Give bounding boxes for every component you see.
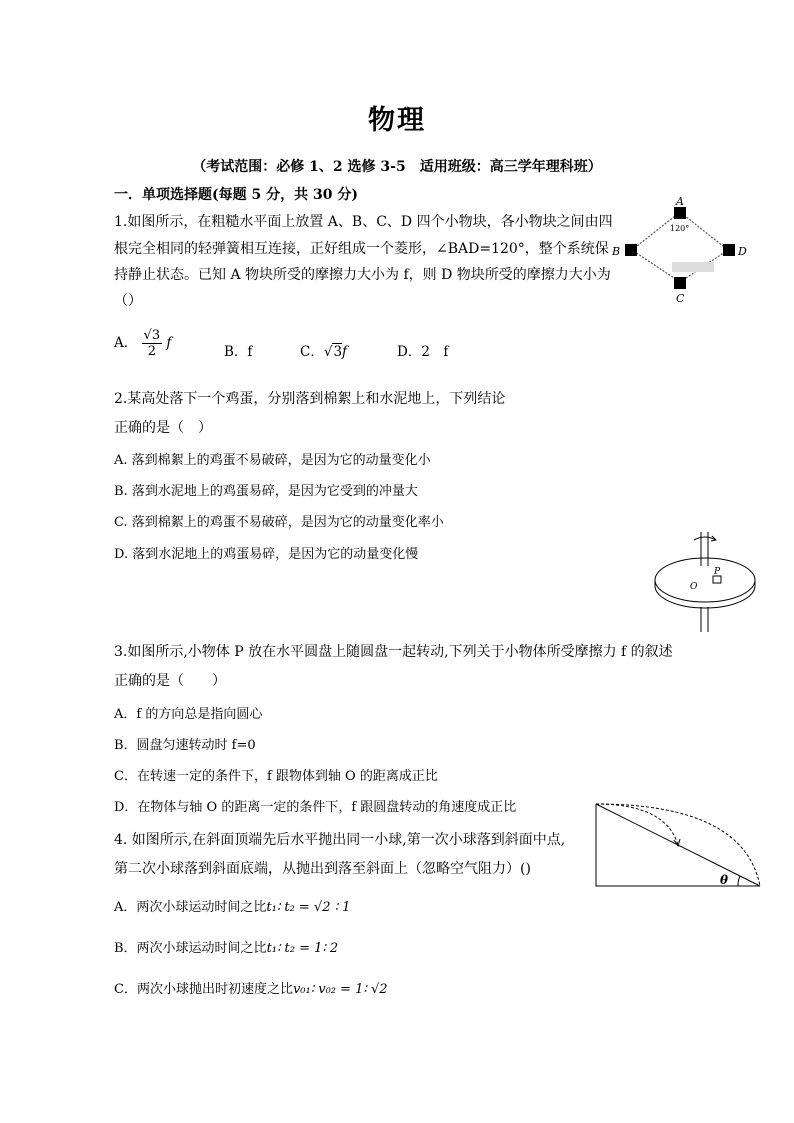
q1-line-4: （）	[114, 293, 142, 309]
q4-option-b-expr: t₁∶ t₂ = 1∶ 2	[266, 941, 339, 956]
q2-option-b: B. 落到水泥地上的鸡蛋易碎，是因为它受到的冲量大	[114, 484, 418, 499]
q1-option-b: B．f	[224, 344, 253, 360]
q3-option-c: C．在转速一定的条件下，f 跟物体到轴 O 的距离成正比	[114, 769, 438, 784]
angle-arc	[738, 876, 740, 886]
radicand: 3	[333, 344, 343, 360]
q4-option-b	[114, 937, 338, 956]
block-p	[713, 576, 721, 583]
block-b	[625, 244, 637, 256]
rhombus-spring-figure	[610, 195, 750, 308]
label-p: P	[714, 567, 721, 577]
q1-option-a-label: A．	[114, 335, 138, 351]
fraction	[142, 328, 163, 359]
label-theta: θ	[720, 873, 729, 887]
q2-option-d: D. 落到水泥地上的鸡蛋易碎，是因为它的动量变化慢	[114, 547, 419, 562]
label-a: A	[676, 195, 684, 208]
page-title: 物理	[368, 105, 426, 136]
q4-option-a-expr: t₁∶ t₂ = √2 ∶ 1	[266, 900, 351, 915]
q4-option-c	[114, 978, 388, 997]
q2-option-a: A. 落到棉絮上的鸡蛋不易破碎，是因为它的动量变化小	[114, 453, 431, 468]
rotation-arrow	[694, 537, 716, 540]
rotating-disk-figure	[650, 532, 760, 632]
q4-option-a	[114, 896, 350, 915]
q2-option-c: C. 落到棉絮上的鸡蛋不易破碎，是因为它的动量变化率小	[114, 515, 444, 530]
q3-option-b: B．圆盘匀速转动时 f=0	[114, 738, 256, 753]
block-a	[674, 207, 686, 219]
label-o: O	[690, 582, 698, 592]
q1-line-2: 根完全相同的轻弹簧相互连接，正好组成一个菱形，∠BAD=120°，整个系统保	[114, 241, 609, 257]
q3-line-2: 正确的是（ ）	[114, 673, 226, 689]
q1-line-1: 1.如图所示，在粗糙水平面上放置 A、B、C、D 四个小物块，各小物块之间由四	[114, 214, 613, 230]
q3-option-d: D．在物体与轴 O 的距离一定的条件下，f 跟圆盘转动的角速度成正比	[114, 800, 517, 815]
q3-line-1: 3.如图所示,小物体 P 放在水平圆盘上随圆盘一起转动,下列关于小物体所受摩擦力 f 的叙述	[114, 644, 673, 660]
block-d	[723, 244, 735, 256]
q1-option-c-label: C．	[300, 344, 324, 360]
label-c: C	[676, 292, 685, 305]
q4-line-2: 第二次小球落到斜面底端，从抛出到落至斜面上（忽略空气阻力）()	[114, 861, 531, 877]
variable-f: f	[342, 344, 348, 360]
fraction-denominator: 2	[147, 344, 156, 359]
q4-option-c-expr: v₀₁∶ v₀₂ = 1∶ √2	[292, 982, 388, 997]
label-d: D	[738, 245, 747, 258]
disk-top	[655, 558, 755, 602]
incline-projectile-figure	[594, 800, 764, 890]
label-b: B	[612, 245, 621, 258]
q4-line-1: 4. 如图所示,在斜面顶端先后水平抛出同一小球,第一次小球落到斜面中点,	[114, 832, 566, 848]
root-sign: √	[323, 344, 333, 360]
disk-edge	[655, 580, 755, 608]
q1-option-d: D．2 f	[397, 344, 449, 360]
q1-option-c	[300, 340, 347, 360]
exam-scope: （考试范围：必修 1、2 选修 3-5 适用班级：高三学年理科班）	[192, 159, 602, 175]
variable-f: f	[166, 335, 172, 351]
q2-line-1: 2.某高处落下一个鸡蛋，分别落到棉絮上和水泥地上，下列结论	[114, 391, 506, 407]
q3-option-a: A．f 的方向总是指向圆心	[114, 707, 263, 722]
q1-option-a	[114, 328, 171, 359]
q4-option-b-label: B．两次小球运动时间之比	[114, 941, 267, 956]
fraction-numerator: √3	[143, 328, 161, 343]
block-c	[674, 277, 686, 289]
q1-line-3: 持静止状态。已知 A 物块所受的摩擦力大小为 f，则 D 物块所受的摩擦力大小为	[114, 267, 611, 283]
q4-option-c-label: C．两次小球抛出时初速度之比	[114, 982, 293, 997]
blurred-watermark	[672, 262, 714, 272]
section-title: 一．单项选择题(每题 5 分，共 30 分)	[114, 187, 358, 203]
q2-line-2: 正确的是（ ）	[114, 420, 212, 436]
angle-label: 120°	[670, 224, 690, 233]
q4-option-a-label: A．两次小球运动时间之比	[114, 900, 267, 915]
